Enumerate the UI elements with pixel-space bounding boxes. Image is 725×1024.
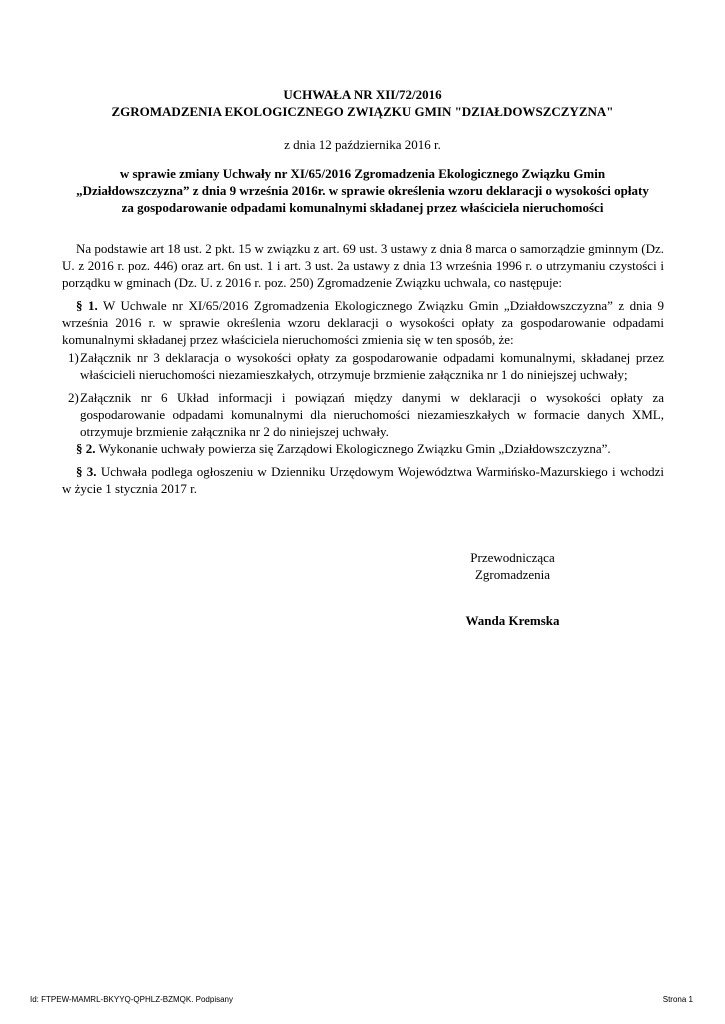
paragraph-2-mark: § 2. (76, 441, 96, 456)
list-item-text: Załącznik nr 6 Układ informacji i powiązań między danymi w deklaracji o wysokości opłaty za gospodarowanie odpadami komunalnymi dla nieruchomości niezamieszkałych w formacie danych XML, otrzymuje brzmienie załącznika nr 2 do niniejszej uchwały. (80, 390, 664, 439)
list-item (62, 349, 664, 383)
list-item-number: 2) (68, 390, 79, 405)
paragraph-1-mark: § 1. (76, 298, 98, 313)
subject-line-3: za gospodarowanie odpadami komunalnymi składanej przez właściciela nieruchomości (121, 200, 604, 215)
signatory-role-line-1: Przewodnicząca (470, 550, 555, 565)
subject-line-1: w sprawie zmiany Uchwały nr XI/65/2016 Zgromadzenia Ekologicznego Związku Gmin (119, 166, 606, 181)
paragraph-3-mark: § 3. (76, 464, 97, 479)
resolution-issuer: ZGROMADZENIA EKOLOGICZNEGO ZWIĄZKU GMIN "DZIAŁDOWSZCZYZNA" (111, 104, 614, 119)
paragraph-3 (62, 463, 664, 497)
preamble-paragraph: Na podstawie art 18 ust. 2 pkt. 15 w związku z art. 69 ust. 3 ustawy z dnia 8 marca o samorządzie gminnym (Dz. U. z 2016 r. poz. 446) oraz art. 6n ust. 1 i art. 3 ust. 2a ustawy z dnia 13 września 1996 r. o utrzymaniu czystości i porządku w gminach (Dz. U. z 2016 r. poz. 250) Zgromadzenie Związku uchwala, co następuje: (62, 241, 664, 290)
paragraph-2-text: Wykonanie uchwały powierza się Zarządowi Ekologicznego Związku Gmin „Działdowszczyzna”. (98, 441, 611, 456)
list-item-text: Załącznik nr 3 deklaracja o wysokości opłaty za gospodarowanie odpadami komunalnymi, składanej przez właścicieli nieruchomości niezamieszkałych, otrzymuje brzmienie załącznika nr 1 do niniejszej uchwały; (80, 350, 664, 382)
signatory-name: Wanda Kremska (465, 613, 560, 628)
signatory-role (440, 549, 585, 583)
resolution-date: z dnia 12 października 2016 r. (284, 137, 441, 152)
resolution-subject (60, 165, 665, 216)
paragraph-1 (62, 297, 664, 348)
signatory-role-line-2: Zgromadzenia (474, 567, 551, 582)
paragraph-1-text: W Uchwale nr XI/65/2016 Zgromadzenia Ekologicznego Związku Gmin „Działdowszczyzna” z dnia 9 września 2016 r. w sprawie określenia wzoru deklaracji o wysokości opłaty za gospodarowanie odpadami komunalnymi składanej przez właściciela nieruchomości zmienia się w ten sposób, że: (62, 298, 665, 347)
document-id: Id: FTPEW-MAMRL-BKYYQ-QPHLZ-BZMQK. Podpisany (30, 995, 234, 1004)
resolution-number: UCHWAŁA NR XII/72/2016 (283, 87, 442, 102)
list-item-number: 1) (68, 350, 79, 365)
paragraph-3-text: Uchwała podlega ogłoszeniu w Dzienniku Urzędowym Województwa Warmińsko-Mazurskiego i wchodzi w życie 1 stycznia 2017 r. (62, 464, 664, 496)
page-number: Strona 1 (662, 995, 693, 1004)
paragraph-2 (62, 440, 664, 457)
subject-line-2: „Działdowszczyzna” z dnia 9 września 2016r. w sprawie określenia wzoru deklaracji o wysokości opłaty (76, 183, 649, 198)
list-item (62, 389, 664, 440)
